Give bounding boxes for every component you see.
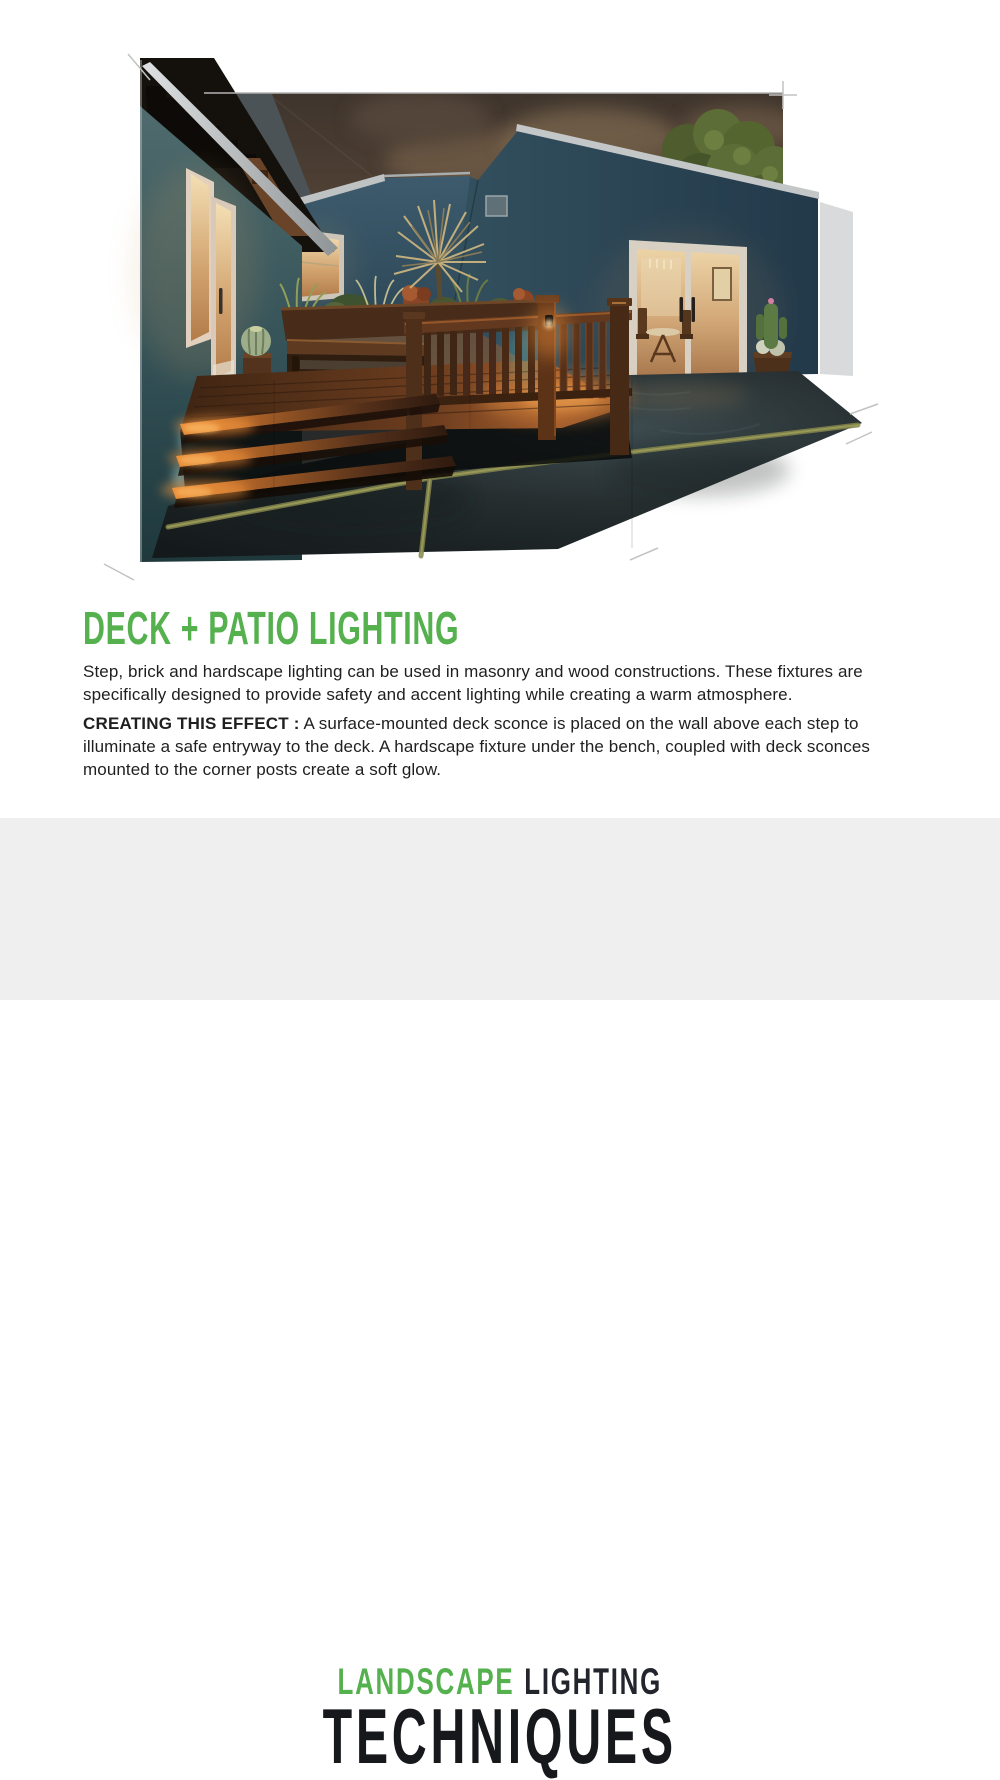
- page-title-text: DECK + PATIO LIGHTING: [83, 602, 460, 654]
- effect-label: CREATING THIS EFFECT :: [83, 714, 300, 733]
- brand-landscape: LANDSCAPE: [337, 1661, 515, 1702]
- deck-scene-illustration: [0, 0, 1000, 610]
- post-sconce: [529, 306, 569, 358]
- effect-paragraph: [83, 712, 933, 781]
- intro-paragraph: Step, brick and hardscape lighting can be used in masonry and wood constructions. These fixtures are specifically designed to provide safety and accent lighting while creating a warm atmosphere.: [83, 662, 863, 704]
- brand-footer: [0, 818, 1000, 1780]
- lit-glass-door: [211, 196, 236, 386]
- page-title: [83, 602, 653, 654]
- deck-scene-svg: [0, 0, 1000, 610]
- lit-window: [186, 168, 214, 348]
- wall-shadow-band: [820, 202, 853, 376]
- effect-text: A surface-mounted deck sconce is placed on the wall above each step to illuminate a safe entryway to the deck. A hardscape fixture under the bench, coupled with deck sconces mounted to the corner posts create a soft glow.: [83, 714, 870, 779]
- brand-techniques: TECHNIQUES: [322, 1692, 678, 1780]
- french-doors: [629, 240, 747, 383]
- brand-lighting: LIGHTING: [524, 1661, 663, 1702]
